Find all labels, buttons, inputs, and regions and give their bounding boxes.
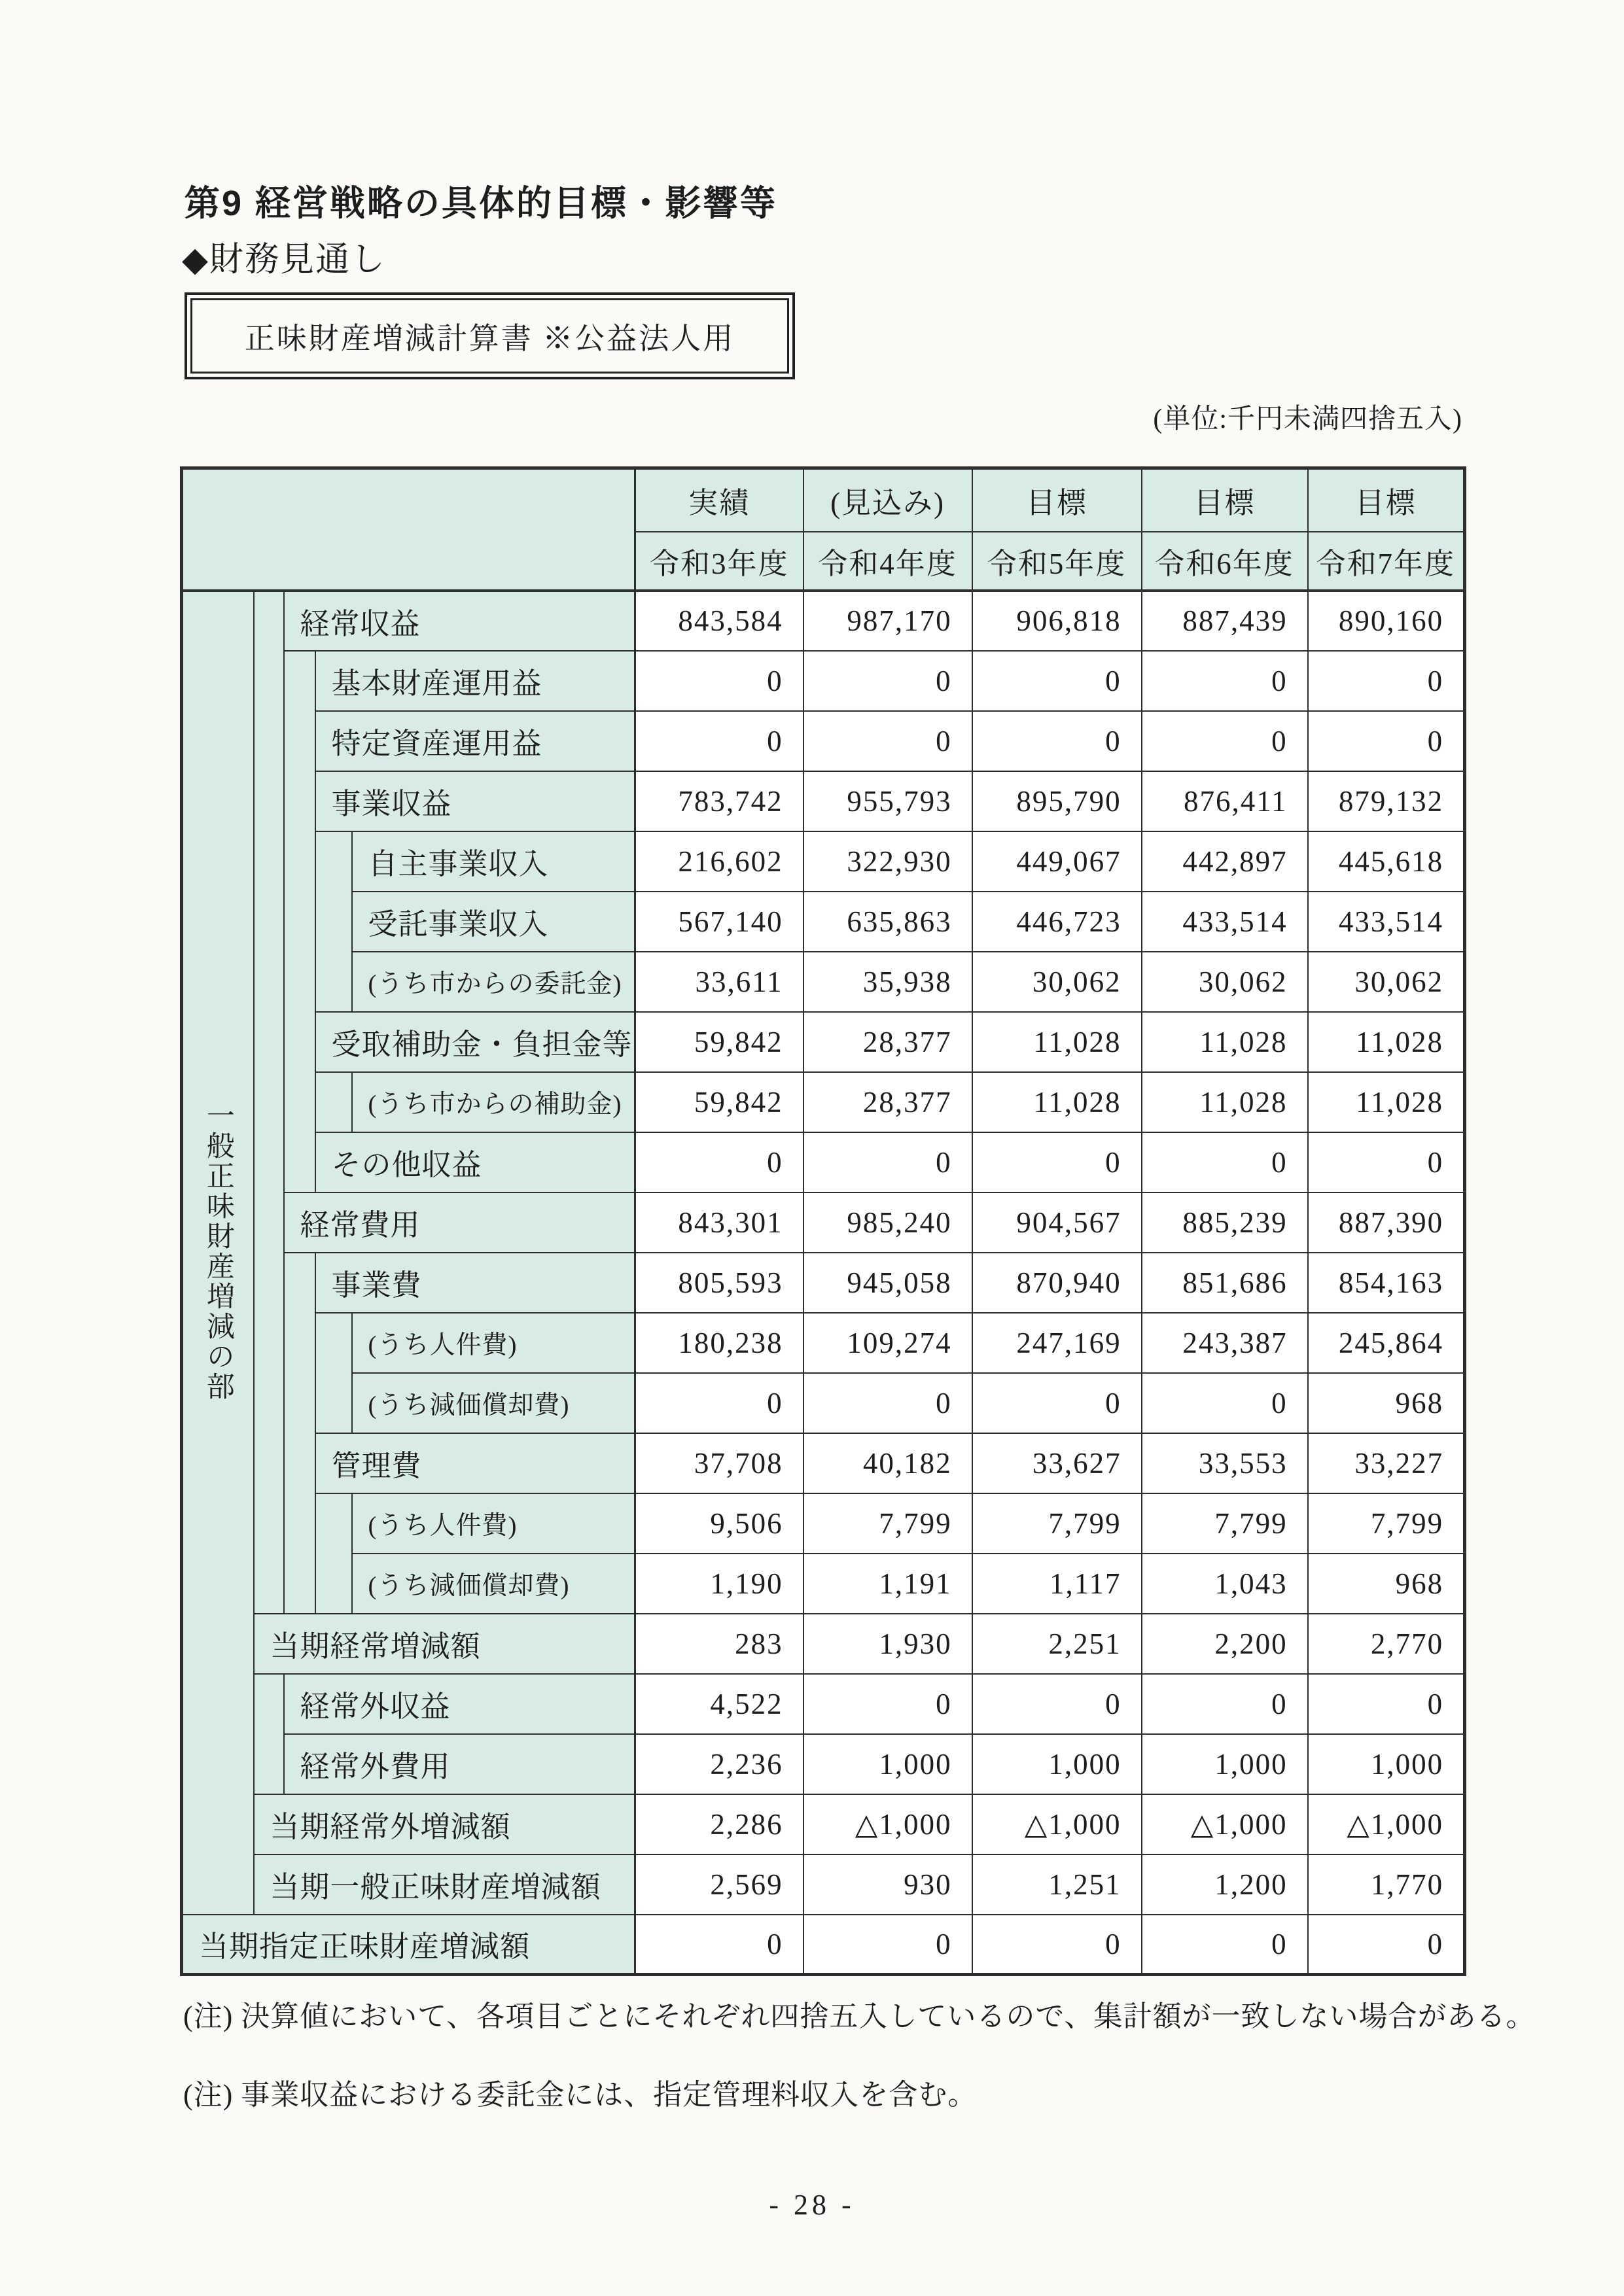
table-row	[182, 1012, 1465, 1072]
value-cell: 0	[972, 711, 1142, 771]
value-cell: 0	[1308, 1132, 1465, 1192]
value-cell: 40,182	[803, 1433, 972, 1493]
value-cell: 433,514	[1142, 892, 1308, 952]
value-cell: 30,062	[1308, 952, 1465, 1012]
value-cell: 906,818	[972, 591, 1142, 651]
row-label: その他収益	[315, 1132, 635, 1192]
header-row-type	[182, 468, 1465, 532]
indent-strip	[315, 1313, 352, 1433]
value-cell: 0	[972, 1132, 1142, 1192]
value-cell: 805,593	[635, 1253, 803, 1313]
value-cell: 985,240	[803, 1192, 972, 1253]
value-cell: 783,742	[635, 771, 803, 831]
value-cell: 445,618	[1308, 831, 1465, 892]
value-cell: 11,028	[1142, 1012, 1308, 1072]
value-cell: 2,286	[635, 1794, 803, 1854]
value-cell: 7,799	[803, 1493, 972, 1554]
value-cell: 442,897	[1142, 831, 1308, 892]
row-label: (うち人件費)	[352, 1313, 635, 1373]
value-cell: 0	[803, 1373, 972, 1433]
table-row	[182, 1253, 1465, 1313]
value-cell: 876,411	[1142, 771, 1308, 831]
value-cell: 11,028	[1308, 1012, 1465, 1072]
value-cell: 247,169	[972, 1313, 1142, 1373]
column-header: 令和7年度	[1308, 532, 1465, 591]
value-cell: 0	[635, 651, 803, 711]
value-cell: 2,770	[1308, 1614, 1465, 1674]
value-cell: 33,227	[1308, 1433, 1465, 1493]
value-cell: 11,028	[1308, 1072, 1465, 1132]
value-cell: 1,200	[1142, 1854, 1308, 1915]
table-row	[182, 1854, 1465, 1915]
value-cell: 0	[972, 651, 1142, 711]
value-cell: 0	[803, 1132, 972, 1192]
table-row	[182, 1915, 1465, 1975]
value-cell: 890,160	[1308, 591, 1465, 651]
value-cell: 30,062	[972, 952, 1142, 1012]
value-cell: 0	[1308, 1674, 1465, 1734]
value-cell: 0	[1142, 1674, 1308, 1734]
value-cell: 0	[1308, 651, 1465, 711]
value-cell: 1,117	[972, 1554, 1142, 1614]
value-cell: 11,028	[1142, 1072, 1308, 1132]
value-cell: 449,067	[972, 831, 1142, 892]
table-row	[182, 892, 1465, 952]
table-row	[182, 831, 1465, 892]
value-cell: △1,000	[972, 1794, 1142, 1854]
value-cell: 0	[803, 1915, 972, 1975]
value-cell: 1,770	[1308, 1854, 1465, 1915]
table-row	[182, 771, 1465, 831]
table-row	[182, 1373, 1465, 1433]
value-cell: 283	[635, 1614, 803, 1674]
value-cell: 0	[972, 1373, 1142, 1433]
row-label: 事業収益	[315, 771, 635, 831]
value-cell: 7,799	[972, 1493, 1142, 1554]
table-row	[182, 1794, 1465, 1854]
value-cell: 885,239	[1142, 1192, 1308, 1253]
value-cell: 968	[1308, 1554, 1465, 1614]
indent-strip	[315, 1072, 352, 1132]
column-header: 令和3年度	[635, 532, 803, 591]
unit-note: (単位:千円未満四捨五入)	[1153, 404, 1462, 434]
value-cell: △1,000	[1308, 1794, 1465, 1854]
value-cell: 11,028	[972, 1012, 1142, 1072]
value-cell: 4,522	[635, 1674, 803, 1734]
value-cell: 0	[1142, 1915, 1308, 1975]
value-cell: 635,863	[803, 892, 972, 952]
footnote: (注) 事業収益における委託金には、指定管理料収入を含む。	[183, 2079, 978, 2111]
column-header: 令和4年度	[803, 532, 972, 591]
value-cell: 0	[1142, 1373, 1308, 1433]
value-cell: 0	[1142, 711, 1308, 771]
value-cell: 0	[803, 711, 972, 771]
value-cell: 0	[972, 1674, 1142, 1734]
value-cell: 180,238	[635, 1313, 803, 1373]
value-cell: 945,058	[803, 1253, 972, 1313]
row-label: 管理費	[315, 1433, 635, 1493]
row-label: 事業費	[315, 1253, 635, 1313]
table-row	[182, 1554, 1465, 1614]
row-label: 経常費用	[284, 1192, 635, 1253]
indent-strip	[284, 1253, 315, 1614]
value-cell: 0	[803, 651, 972, 711]
statement-title: 正味財産増減計算書 ※公益法人用	[190, 298, 789, 374]
value-cell: 843,584	[635, 591, 803, 651]
financial-table	[180, 466, 1466, 1976]
row-label: 特定資産運用益	[315, 711, 635, 771]
row-label: 当期経常増減額	[254, 1614, 635, 1674]
value-cell: 1,043	[1142, 1554, 1308, 1614]
value-cell: 59,842	[635, 1072, 803, 1132]
row-label: 当期指定正味財産増減額	[182, 1915, 635, 1975]
footnote: (注) 決算値において、各項目ごとにそれぞれ四捨五入しているので、集計額が一致しない場合がある。	[183, 2000, 1536, 2032]
value-cell: 433,514	[1308, 892, 1465, 952]
table-row	[182, 1132, 1465, 1192]
value-cell: 59,842	[635, 1012, 803, 1072]
table-row	[182, 651, 1465, 711]
table-row	[182, 1192, 1465, 1253]
indent-strip	[254, 591, 284, 1614]
value-cell: 887,390	[1308, 1192, 1465, 1253]
value-cell: 851,686	[1142, 1253, 1308, 1313]
value-cell: 1,190	[635, 1554, 803, 1614]
value-cell: 243,387	[1142, 1313, 1308, 1373]
row-label: 経常収益	[284, 591, 635, 651]
value-cell: 0	[635, 1373, 803, 1433]
value-cell: 0	[1142, 1132, 1308, 1192]
table-row	[182, 1313, 1465, 1373]
value-cell: 1,000	[972, 1734, 1142, 1794]
value-cell: 1,930	[803, 1614, 972, 1674]
value-cell: 33,611	[635, 952, 803, 1012]
table-row	[182, 1734, 1465, 1794]
value-cell: 30,062	[1142, 952, 1308, 1012]
value-cell: △1,000	[803, 1794, 972, 1854]
row-label: (うち市からの補助金)	[352, 1072, 635, 1132]
value-cell: 879,132	[1308, 771, 1465, 831]
value-cell: 1,000	[803, 1734, 972, 1794]
value-cell: 987,170	[803, 591, 972, 651]
value-cell: 887,439	[1142, 591, 1308, 651]
row-label: 自主事業収入	[352, 831, 635, 892]
value-cell: 28,377	[803, 1072, 972, 1132]
column-header: 令和5年度	[972, 532, 1142, 591]
value-cell: 1,251	[972, 1854, 1142, 1915]
column-header: (見込み)	[803, 468, 972, 532]
value-cell: 322,930	[803, 831, 972, 892]
row-label: (うち人件費)	[352, 1493, 635, 1554]
value-cell: 968	[1308, 1373, 1465, 1433]
indent-strip	[315, 831, 352, 1012]
value-cell: 930	[803, 1854, 972, 1915]
indent-strip	[284, 651, 315, 1192]
table-row	[182, 591, 1465, 651]
value-cell: 1,000	[1142, 1734, 1308, 1794]
column-header: 目標	[1142, 468, 1308, 532]
table-row	[182, 711, 1465, 771]
value-cell: 33,553	[1142, 1433, 1308, 1493]
value-cell: 7,799	[1142, 1493, 1308, 1554]
value-cell: 2,236	[635, 1734, 803, 1794]
value-cell: 870,940	[972, 1253, 1142, 1313]
row-label: (うち減価償却費)	[352, 1373, 635, 1433]
row-group-label: 一般正味財産増減の部	[202, 1100, 234, 1402]
subsection-heading: ◆財務見通し	[182, 241, 386, 279]
row-group-cell	[182, 591, 254, 1915]
value-cell: 2,569	[635, 1854, 803, 1915]
value-cell: 33,627	[972, 1433, 1142, 1493]
value-cell: 904,567	[972, 1192, 1142, 1253]
section-title: 第9 経営戦略の具体的目標・影響等	[185, 184, 778, 223]
value-cell: 0	[1308, 711, 1465, 771]
value-cell: 11,028	[972, 1072, 1142, 1132]
value-cell: △1,000	[1142, 1794, 1308, 1854]
table-row	[182, 1614, 1465, 1674]
value-cell: 0	[1142, 651, 1308, 711]
indent-strip	[254, 1674, 284, 1794]
column-header: 実績	[635, 468, 803, 532]
column-header: 目標	[1308, 468, 1465, 532]
row-label: (うち減価償却費)	[352, 1554, 635, 1614]
value-cell: 0	[635, 711, 803, 771]
value-cell: 843,301	[635, 1192, 803, 1253]
table-row	[182, 1433, 1465, 1493]
value-cell: 0	[635, 1915, 803, 1975]
value-cell: 446,723	[972, 892, 1142, 952]
value-cell: 567,140	[635, 892, 803, 952]
table-row	[182, 1072, 1465, 1132]
value-cell: 35,938	[803, 952, 972, 1012]
row-label: 基本財産運用益	[315, 651, 635, 711]
value-cell: 0	[803, 1674, 972, 1734]
page-number: - 28 -	[769, 2189, 855, 2221]
value-cell: 37,708	[635, 1433, 803, 1493]
row-label: (うち市からの委託金)	[352, 952, 635, 1012]
value-cell: 9,506	[635, 1493, 803, 1554]
value-cell: 28,377	[803, 1012, 972, 1072]
value-cell: 955,793	[803, 771, 972, 831]
row-label: 経常外収益	[284, 1674, 635, 1734]
value-cell: 2,251	[972, 1614, 1142, 1674]
table-row	[182, 1674, 1465, 1734]
table-row	[182, 1493, 1465, 1554]
value-cell: 7,799	[1308, 1493, 1465, 1554]
value-cell: 854,163	[1308, 1253, 1465, 1313]
row-label: 受託事業収入	[352, 892, 635, 952]
value-cell: 2,200	[1142, 1614, 1308, 1674]
indent-strip	[315, 1493, 352, 1614]
row-label: 経常外費用	[284, 1734, 635, 1794]
value-cell: 895,790	[972, 771, 1142, 831]
column-header: 目標	[972, 468, 1142, 532]
value-cell: 109,274	[803, 1313, 972, 1373]
value-cell: 1,000	[1308, 1734, 1465, 1794]
row-label: 当期一般正味財産増減額	[254, 1854, 635, 1915]
value-cell: 0	[1308, 1915, 1465, 1975]
table-row	[182, 952, 1465, 1012]
value-cell: 216,602	[635, 831, 803, 892]
value-cell: 0	[635, 1132, 803, 1192]
statement-title-box	[185, 292, 795, 379]
value-cell: 245,864	[1308, 1313, 1465, 1373]
row-label: 受取補助金・負担金等	[315, 1012, 635, 1072]
header-corner-cell	[182, 468, 635, 591]
row-label: 当期経常外増減額	[254, 1794, 635, 1854]
column-header: 令和6年度	[1142, 532, 1308, 591]
value-cell: 1,191	[803, 1554, 972, 1614]
value-cell: 0	[972, 1915, 1142, 1975]
